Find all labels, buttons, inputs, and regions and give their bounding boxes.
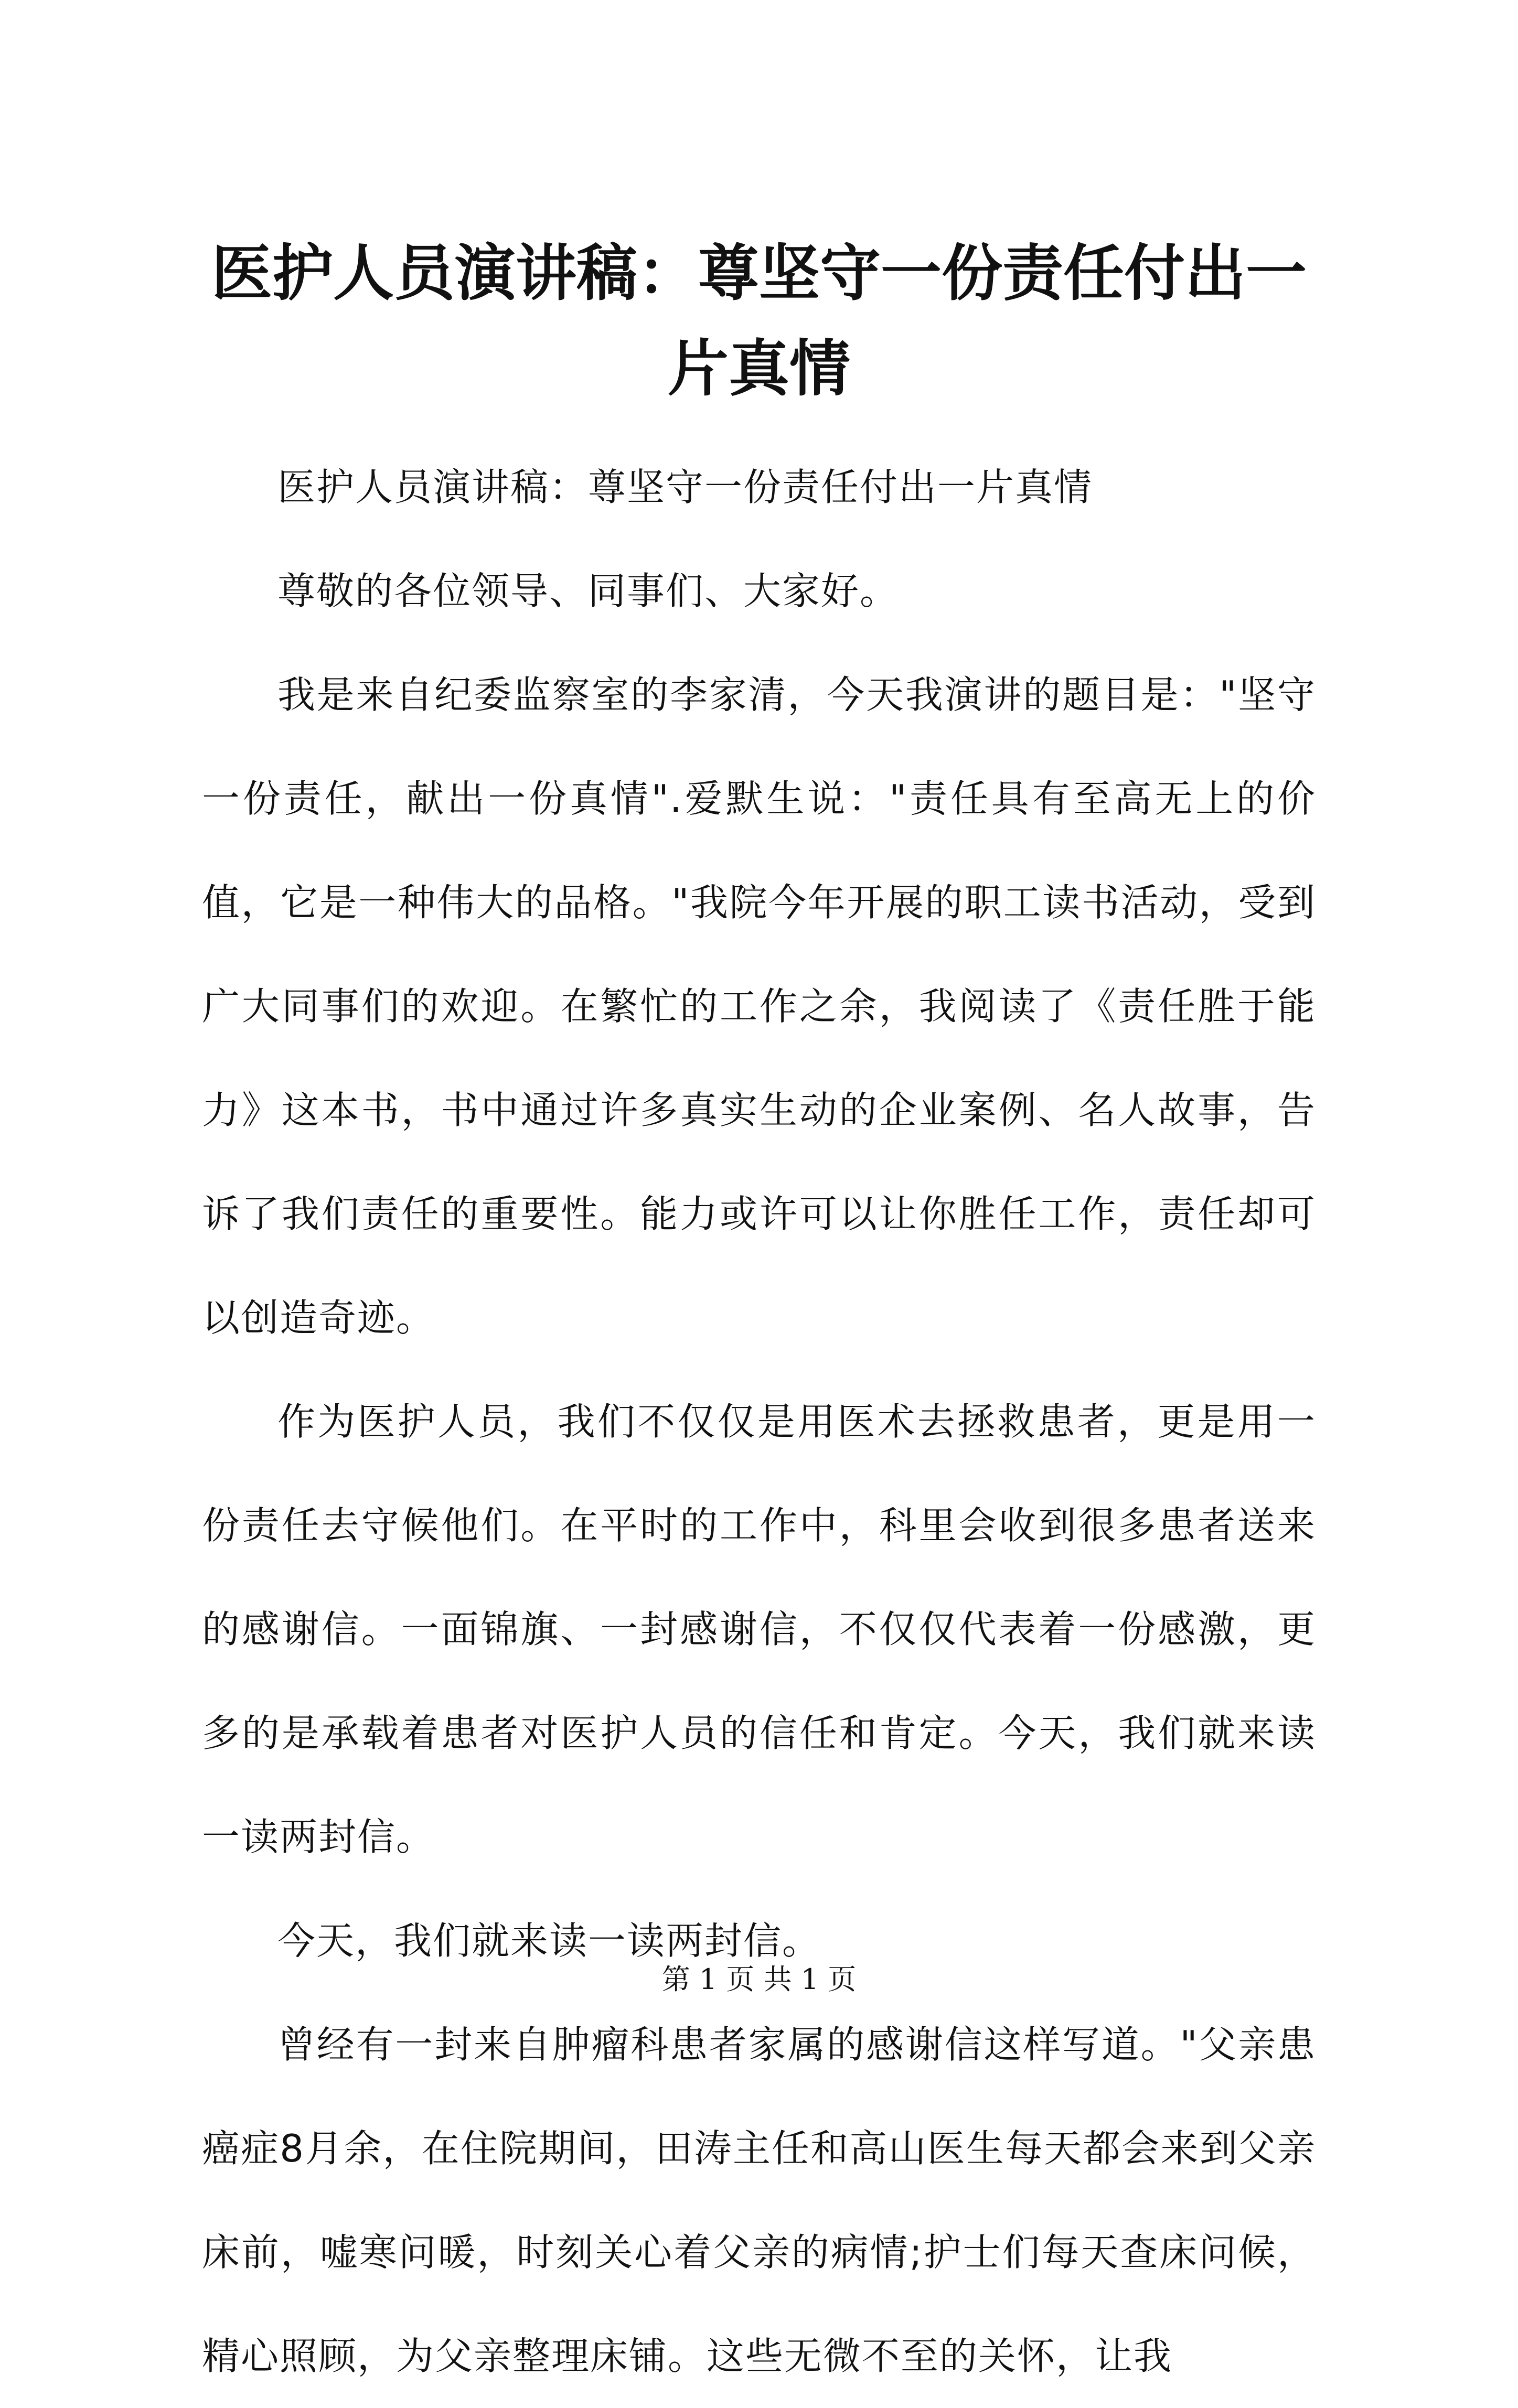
paragraph: 医护人员演讲稿：尊坚守一份责任付出一片真情 bbox=[277, 465, 1093, 509]
document-title: 医护人员演讲稿：尊坚守一份责任付出一片真情 bbox=[211, 238, 1307, 404]
page-number-footer: 第 1 页 共 1 页 bbox=[661, 1963, 857, 1996]
paragraph: 曾经有一封来自肿瘤科患者家属的感谢信这样写道。"父亲患癌症8月余，在住院期间，田涛主任和高山医生每天都会来到父亲床前，嘘寒问暖，时刻关心着父亲的病情;护士们每天查床问候，精心照顾，为父亲整理床铺。这些无微不至的关怀，让我 bbox=[202, 2023, 1316, 2378]
paragraph: 作为医护人员，我们不仅仅是用医术去拯救患者，更是用一份责任去守候他们。在平时的工作中，科里会收到很多患者送来的感谢信。一面锦旗、一封感谢信，不仅仅代表着一份感激，更多的是承载着患者对医护人员的信任和肯定。今天，我们就来读一读两封信。 bbox=[202, 1400, 1316, 1859]
paragraph: 我是来自纪委监察室的李家清，今天我演讲的题目是："坚守一份责任，献出一份真情".爱默生说："责任具有至高无上的价值，它是一种伟大的品格。"我院今年开展的职工读书活动，受到广大同事们的欢迎。在繁忙的工作之余，我阅读了《责任胜于能力》这本书，书中通过许多真实生动的企业案例、名人故事，告诉了我们责任的重要性。能力或许可以让你胜任工作，责任却可以创造奇迹。 bbox=[202, 673, 1316, 1340]
document-body bbox=[202, 435, 1316, 2408]
paragraph: 今天，我们就来读一读两封信。 bbox=[277, 1919, 821, 1963]
paragraph: 尊敬的各位领导、同事们、大家好。 bbox=[277, 569, 899, 613]
